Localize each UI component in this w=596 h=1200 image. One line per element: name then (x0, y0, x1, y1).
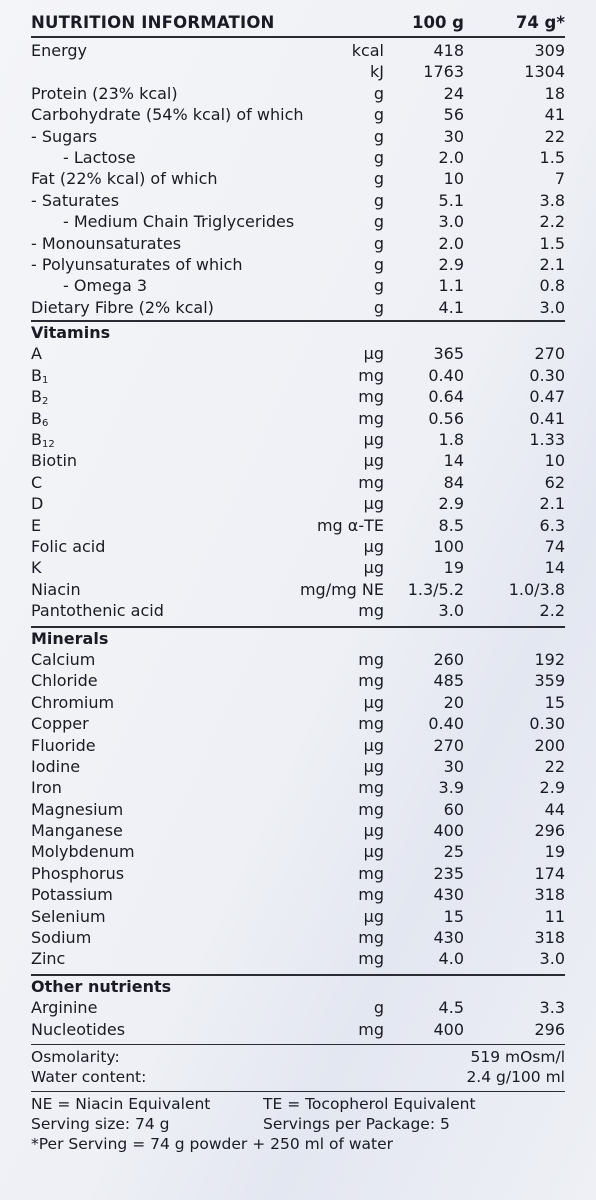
servings-per-package: Servings per Package: 5 (263, 1114, 450, 1133)
table-row (0, 297, 596, 318)
table-row (0, 168, 596, 189)
table-row (0, 579, 596, 600)
nutrient-unit: mg (358, 472, 384, 492)
nutrient-subscript: 1 (41, 374, 49, 386)
table-row (0, 820, 596, 841)
value-per-serving: 62 (544, 472, 565, 492)
nutrient-name (31, 557, 42, 578)
table-row (0, 493, 596, 514)
value-per-100g: 1.8 (438, 430, 464, 450)
table-row (0, 275, 596, 296)
macronutrient-block (0, 83, 596, 318)
nutrient-name (31, 713, 89, 734)
table-row (0, 884, 596, 905)
footnote-row (0, 1094, 596, 1114)
table-row (0, 735, 596, 756)
value-per-100g: 0.40 (428, 365, 464, 385)
nutrient-name (31, 83, 178, 104)
nutrient-unit: µg (363, 842, 384, 862)
nutrient-unit: µg (363, 906, 384, 926)
nutrient-name-text: Fluoride (31, 735, 96, 755)
value-per-100g: 25 (443, 842, 464, 862)
other-nutrients-title: Other nutrients (31, 976, 172, 996)
nutrient-name (31, 670, 98, 691)
nutrient-name-text: Iodine (31, 756, 81, 776)
nutrient-name (31, 820, 123, 841)
table-row (0, 233, 596, 254)
nutrient-subscript: 2 (41, 396, 49, 408)
nutrient-name-text: - Monounsaturates (31, 233, 182, 253)
minerals-block (0, 649, 596, 970)
table-row (0, 670, 596, 691)
nutrient-name-text: Magnesium (31, 799, 124, 819)
nutrient-name-text: D (31, 494, 44, 514)
nutrient-name (31, 515, 41, 536)
table-row (0, 756, 596, 777)
nutrient-name-text: Protein (23% kcal) (31, 83, 178, 103)
value-per-serving: 200 (534, 735, 565, 755)
nutrient-name-text: Zinc (31, 949, 66, 969)
value-per-serving: 10 (544, 451, 565, 471)
value-per-serving: 22 (544, 756, 565, 776)
table-row (0, 104, 596, 125)
nutrient-unit: mg (358, 365, 384, 385)
value-per-100g: 14 (443, 451, 464, 471)
table-row (0, 649, 596, 670)
nutrient-unit: mg (358, 387, 384, 407)
nutrient-unit: mg (358, 1019, 384, 1039)
value-per-100g: 100 (433, 536, 464, 556)
nutrient-name (31, 126, 97, 147)
value-per-100g: 4.0 (438, 949, 464, 969)
nutrient-unit: µg (363, 756, 384, 776)
nutrient-unit: kJ (370, 62, 384, 82)
nutrient-name (31, 884, 113, 905)
footnote-row (0, 1114, 596, 1134)
value-per-100g: 15 (443, 906, 464, 926)
nutrient-name (31, 104, 304, 125)
value-per-100g: 3.0 (438, 601, 464, 621)
nutrient-unit: g (373, 998, 384, 1018)
value-per-serving: 3.3 (539, 998, 565, 1018)
nutrient-name (31, 756, 80, 777)
nutrient-name (31, 579, 81, 600)
nutrient-name-text: Sodium (31, 928, 92, 948)
nutrient-name-text: Chloride (31, 671, 98, 691)
table-row (0, 841, 596, 862)
nutrient-unit: g (373, 276, 384, 296)
nutrient-name-text: Energy (31, 41, 88, 60)
nutrient-name-text: - Medium Chain Triglycerides (63, 212, 295, 232)
nutrient-name (31, 168, 218, 189)
value-per-serving: 3.0 (539, 949, 565, 969)
value-per-serving: 41 (544, 105, 565, 125)
nutrient-name-text: Carbohydrate (54% kcal) of which (31, 105, 304, 125)
nutrient-name (31, 450, 77, 471)
value-per-100g: 5.1 (438, 190, 464, 210)
table-row (0, 799, 596, 820)
nutrient-unit: mg (358, 928, 384, 948)
nutrient-name (31, 799, 123, 820)
nutrient-name-text: Molybdenum (31, 842, 135, 862)
value-per-100g: 365 (433, 344, 464, 364)
nutrient-name-text: Copper (31, 714, 89, 734)
value-per-serving: 1.33 (529, 430, 565, 450)
nutrient-name (31, 735, 96, 756)
nutrient-name-text: Potassium (31, 885, 113, 905)
nutrient-name-text: B (31, 387, 42, 407)
nutrient-name-text: B (31, 365, 42, 385)
value-per-serving: 14 (544, 558, 565, 578)
nutrient-name (63, 211, 294, 232)
value-per-100g: 4.1 (438, 297, 464, 317)
nutrient-name (31, 472, 42, 493)
serving-size: Serving size: 74 g (31, 1114, 170, 1133)
nutrient-unit: mg (358, 714, 384, 734)
nutrient-name (63, 275, 147, 296)
table-row (0, 515, 596, 536)
table-row (0, 386, 596, 407)
value-per-serving: 3.0 (539, 297, 565, 317)
value-per-100g: 2.9 (438, 494, 464, 514)
value-per-serving: 0.30 (529, 365, 565, 385)
value-per-serving: 1.5 (539, 233, 565, 253)
table-row (0, 147, 596, 168)
section-title-other-nutrients (0, 976, 596, 997)
nutrient-name (31, 1019, 125, 1040)
nutrient-name (31, 254, 243, 275)
value-per-serving: 2.2 (539, 601, 565, 621)
value-per-100g: 485 (433, 671, 464, 691)
table-row (0, 40, 596, 61)
nutrient-unit: g (373, 169, 384, 189)
table-row (0, 863, 596, 884)
nutrient-unit: µg (363, 451, 384, 471)
nutrient-name-text: Selenium (31, 906, 106, 926)
table-row (0, 927, 596, 948)
table-row (0, 713, 596, 734)
table-row (0, 429, 596, 450)
nutrient-name-text: Folic acid (31, 536, 106, 556)
nutrient-unit: µg (363, 735, 384, 755)
per-serving-note: *Per Serving = 74 g powder + 250 ml of water (31, 1134, 393, 1153)
value-per-serving: 318 (534, 928, 565, 948)
value-per-100g: 235 (433, 863, 464, 883)
nutrient-unit: µg (363, 558, 384, 578)
nutrient-unit: g (373, 147, 384, 167)
nutrient-name-text: - Polyunsaturates of which (31, 254, 243, 274)
value-per-serving: 22 (544, 126, 565, 146)
nutrient-unit: µg (363, 536, 384, 556)
footnote-ne: NE = Niacin Equivalent (31, 1094, 211, 1113)
nutrient-name (31, 777, 62, 798)
nutrient-name (31, 343, 42, 364)
nutrient-name (31, 536, 105, 557)
nutrient-name-text: Fat (22% kcal) of which (31, 169, 218, 189)
value-per-serving: 11 (544, 906, 565, 926)
value-per-serving: 7 (554, 169, 565, 189)
nutrient-name (31, 233, 181, 254)
nutrient-name-text: - Lactose (63, 147, 136, 167)
nutrient-name-text: Chromium (31, 692, 115, 712)
section-title-vitamins (0, 322, 596, 343)
nutrient-unit: mg (358, 601, 384, 621)
value-per-100g: 1.1 (438, 276, 464, 296)
nutrient-name-text: E (31, 515, 42, 535)
value-per-100g: 56 (443, 105, 464, 125)
extra-info-value: 2.4 g/100 ml (466, 1067, 565, 1086)
value-per-serving: 309 (534, 41, 565, 60)
table-row (0, 190, 596, 211)
value-per-100g: 4.5 (438, 998, 464, 1018)
nutrient-unit: g (373, 254, 384, 274)
value-per-serving: 18 (544, 83, 565, 103)
nutrient-name (31, 600, 164, 621)
nutrient-name (31, 493, 43, 514)
nutrient-name-text: K (31, 558, 42, 578)
value-per-serving: 318 (534, 885, 565, 905)
nutrient-subscript: 6 (41, 417, 49, 429)
value-per-serving: 74 (544, 536, 565, 556)
table-row (0, 211, 596, 232)
nutrient-unit: g (373, 83, 384, 103)
section-title-minerals (0, 628, 596, 649)
value-per-100g: 10 (443, 169, 464, 189)
table-row (0, 472, 596, 493)
value-per-100g: 24 (443, 83, 464, 103)
energy-block (0, 40, 596, 83)
table-row (0, 906, 596, 927)
extra-info-label: Water content: (31, 1067, 147, 1086)
table-row (0, 408, 596, 429)
value-per-serving: 270 (534, 344, 565, 364)
table-row (0, 692, 596, 713)
value-per-100g: 20 (443, 692, 464, 712)
value-per-serving: 15 (544, 692, 565, 712)
minerals-title: Minerals (31, 628, 109, 648)
label-title: NUTRITION INFORMATION (31, 13, 275, 32)
nutrient-name-text: Phosphorus (31, 863, 125, 883)
nutrient-name-text: Calcium (31, 649, 96, 669)
value-per-100g: 60 (443, 799, 464, 819)
value-per-serving: 2.1 (539, 494, 565, 514)
column-header-serving: 74 g* (515, 13, 565, 32)
table-row (0, 126, 596, 147)
table-row (0, 83, 596, 104)
extra-info-label: Osmolarity: (31, 1047, 120, 1066)
value-per-100g: 84 (443, 472, 464, 492)
value-per-100g: 270 (433, 735, 464, 755)
value-per-100g: 30 (443, 126, 464, 146)
value-per-serving: 296 (534, 1019, 565, 1039)
nutrient-unit: g (373, 126, 384, 146)
nutrient-unit: mg (358, 885, 384, 905)
nutrient-name-text: Niacin (31, 579, 81, 599)
nutrient-subscript: 12 (41, 439, 55, 451)
extra-info-row (0, 1047, 596, 1067)
nutrient-name-text: - Saturates (31, 190, 120, 210)
value-per-100g: 3.0 (438, 212, 464, 232)
value-per-100g: 418 (433, 41, 464, 60)
nutrient-unit: mg/mg NE (299, 579, 384, 599)
table-row (0, 948, 596, 969)
nutrient-unit: mg (358, 649, 384, 669)
nutrient-name-text: Nucleotides (31, 1019, 126, 1039)
value-per-100g: 400 (433, 821, 464, 841)
nutrient-unit: mg (358, 863, 384, 883)
nutrient-name-text: C (31, 472, 43, 492)
value-per-100g: 400 (433, 1019, 464, 1039)
table-row (0, 254, 596, 275)
value-per-100g: 19 (443, 558, 464, 578)
value-per-serving: 1.5 (539, 147, 565, 167)
value-per-100g: 0.40 (428, 714, 464, 734)
other-nutrients-block (0, 997, 596, 1040)
table-row (0, 61, 596, 82)
table-row (0, 365, 596, 386)
nutrient-name (31, 863, 124, 884)
value-per-100g: 1.3/5.2 (407, 579, 464, 599)
divider (31, 36, 565, 38)
table-row (0, 343, 596, 364)
value-per-serving: 192 (534, 649, 565, 669)
value-per-serving: 2.1 (539, 254, 565, 274)
nutrient-unit: µg (363, 494, 384, 514)
nutrient-name (63, 147, 136, 168)
nutrient-unit: g (373, 190, 384, 210)
value-per-serving: 44 (544, 799, 565, 819)
column-header-100g: 100 g (412, 13, 464, 32)
divider (31, 1091, 565, 1092)
nutrient-name-text: B (31, 430, 42, 450)
extra-info-row (0, 1067, 596, 1087)
nutrient-name-text: Iron (31, 778, 62, 798)
extras-block (0, 1047, 596, 1087)
nutrient-name-text: - Omega 3 (63, 276, 148, 296)
nutrient-unit: mg (358, 799, 384, 819)
nutrient-unit: g (373, 105, 384, 125)
nutrient-unit: kcal (351, 41, 384, 60)
vitamins-title: Vitamins (31, 323, 111, 343)
value-per-serving: 296 (534, 821, 565, 841)
nutrient-name-text: Manganese (31, 821, 123, 841)
nutrient-unit: µg (363, 821, 384, 841)
value-per-100g: 0.56 (428, 408, 464, 428)
value-per-100g: 2.0 (438, 233, 464, 253)
nutrient-unit: mg (358, 778, 384, 798)
nutrient-unit: µg (363, 692, 384, 712)
vitamins-block (0, 343, 596, 621)
nutrient-unit: g (373, 297, 384, 317)
value-per-100g: 430 (433, 885, 464, 905)
value-per-100g: 430 (433, 928, 464, 948)
table-row (0, 1019, 596, 1040)
nutrient-name-text: A (31, 344, 42, 364)
nutrient-name-text: Biotin (31, 451, 78, 471)
table-row (0, 450, 596, 471)
value-per-serving: 0.8 (539, 276, 565, 296)
value-per-serving: 6.3 (539, 515, 565, 535)
nutrient-unit: µg (363, 344, 384, 364)
table-row (0, 600, 596, 621)
extra-info-value: 519 mOsm/l (470, 1047, 565, 1066)
nutrient-name (31, 906, 106, 927)
value-per-100g: 2.0 (438, 147, 464, 167)
value-per-serving: 1.0/3.8 (508, 579, 565, 599)
nutrient-name (31, 40, 87, 61)
footnote-te: TE = Tocopherol Equivalent (263, 1094, 476, 1113)
nutrient-name-text: Arginine (31, 998, 98, 1018)
value-per-100g: 30 (443, 756, 464, 776)
value-per-100g: 3.9 (438, 778, 464, 798)
table-header (0, 10, 596, 36)
nutrient-name (31, 948, 65, 969)
value-per-100g: 0.64 (428, 387, 464, 407)
nutrient-name (31, 190, 119, 211)
nutrient-unit: mg (358, 949, 384, 969)
value-per-serving: 174 (534, 863, 565, 883)
nutrient-name-text: - Sugars (31, 126, 98, 146)
nutrient-name-text: Pantothenic acid (31, 601, 164, 621)
nutrient-name (31, 841, 135, 862)
nutrient-name-text: B (31, 408, 42, 428)
divider (31, 1044, 565, 1045)
value-per-serving: 0.47 (529, 387, 565, 407)
nutrient-unit: g (373, 233, 384, 253)
nutrient-name-text: Dietary Fibre (2% kcal) (31, 297, 214, 317)
nutrient-name (31, 649, 95, 670)
nutrient-unit: mg α-TE (316, 515, 384, 535)
footnote-row (0, 1134, 596, 1154)
table-row (0, 557, 596, 578)
nutrient-name (31, 297, 214, 318)
nutrient-unit: g (373, 212, 384, 232)
value-per-serving: 2.9 (539, 778, 565, 798)
value-per-serving: 3.8 (539, 190, 565, 210)
value-per-serving: 359 (534, 671, 565, 691)
table-row (0, 777, 596, 798)
table-row (0, 536, 596, 557)
value-per-serving: 0.30 (529, 714, 565, 734)
value-per-serving: 2.2 (539, 212, 565, 232)
table-row (0, 997, 596, 1018)
value-per-100g: 2.9 (438, 254, 464, 274)
nutrient-name (31, 997, 97, 1018)
nutrient-unit: mg (358, 671, 384, 691)
value-per-100g: 260 (433, 649, 464, 669)
nutrient-unit: mg (358, 408, 384, 428)
value-per-100g: 8.5 (438, 515, 464, 535)
nutrient-unit: µg (363, 430, 384, 450)
value-per-serving: 19 (544, 842, 565, 862)
nutrient-name (31, 692, 114, 713)
nutrient-name (31, 927, 91, 948)
value-per-100g: 1763 (423, 62, 464, 82)
value-per-serving: 0.41 (529, 408, 565, 428)
value-per-serving: 1304 (524, 62, 565, 82)
